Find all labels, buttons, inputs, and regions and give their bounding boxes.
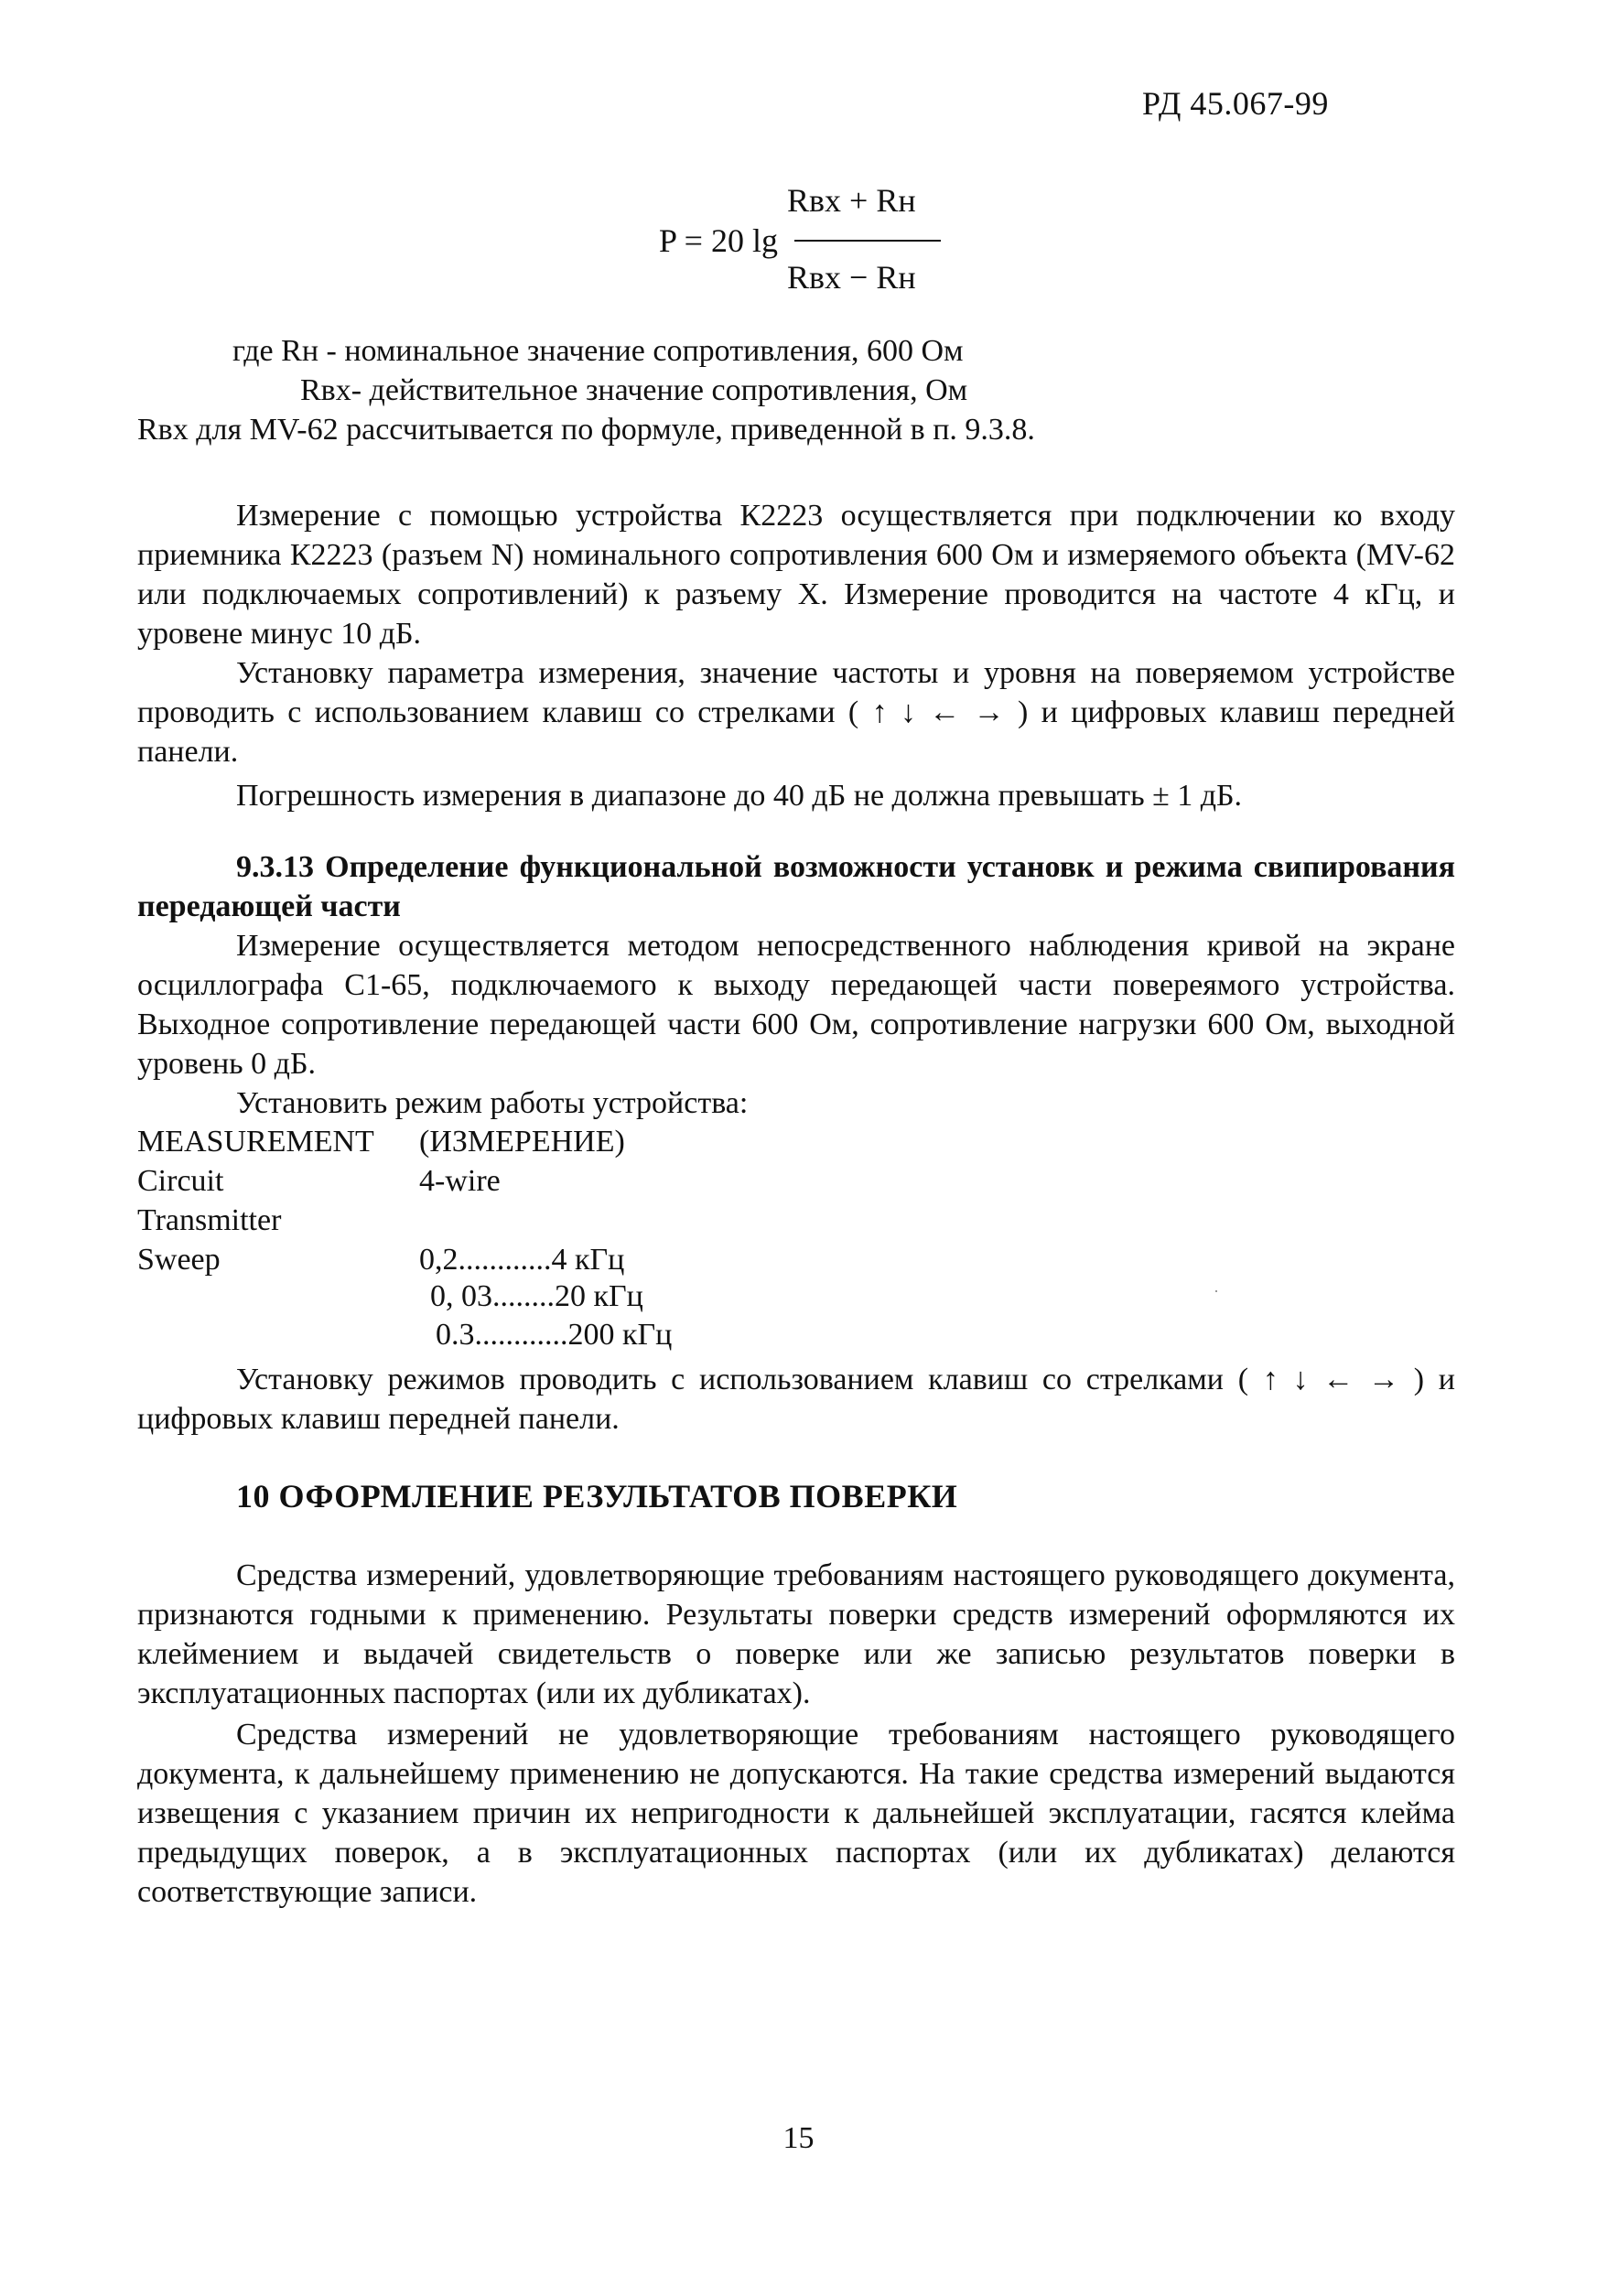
- setting-key: Sweep: [137, 1243, 221, 1277]
- modes-note: Установку режимов проводить с использованием клавиш со стрелками ( ↑ ↓ ← → ) и цифровых клавиш передней панели.: [137, 1363, 1455, 1436]
- setting-value: 4-wire: [419, 1164, 501, 1198]
- setting-key: Circuit: [137, 1164, 224, 1198]
- formula-definitions: [137, 331, 1455, 449]
- section-10-paragraph-1: Средства измерений, удовлетворяющие требованиям настоящего руководящего документа, признаются годными к применению. Результаты поверки средств измерений оформляются их клеймением и выдачей свидетельств о поверке или же записью результатов поверки в эксплуатационных паспортах (или их дубликатах).: [137, 1558, 1455, 1710]
- formula-denominator: Rвх − Rн: [787, 259, 916, 296]
- scan-speck: [1215, 1290, 1217, 1292]
- section-10-paragraph-2: Средства измерений не удовлетворяющие требованиям настоящего руководящего документа, к дальнейшему применению не допускаются. На такие средства измерений выдаются извещения с указанием причин их непригодности к дальнейшей эксплуатации, гасятся клейма предыдущих поверок, а в эксплуатационных паспортах (или их дубликатах) делаются соответствующие записи.: [137, 1718, 1455, 1909]
- paragraph-settings-param: Установку параметра измерения, значение частоты и уровня на поверяемом устройстве проводить с использованием клавиш со стрелками ( ↑ ↓ ← → ) и цифровых клавиш передней панели.: [137, 656, 1455, 769]
- formula-lhs: P = 20 lg: [659, 222, 778, 259]
- sweep-range-2: 0, 03........20 кГц: [430, 1279, 643, 1313]
- paragraph-error: Погрешность измерения в диапазоне до 40 дБ не должна превышать ± 1 дБ.: [236, 779, 1243, 813]
- definition-rvx-mv62: Rвх для MV-62 рассчитывается по формуле, приведенной в п. 9.3.8.: [137, 413, 1035, 447]
- setting-value: (ИЗМЕРЕНИЕ): [419, 1125, 625, 1159]
- sweep-range-3: 0.3............200 кГц: [436, 1318, 673, 1352]
- settings-row: [137, 1122, 778, 1161]
- section-9-3-13-heading: 9.3.13 Определение функциональной возможности установк и режима свипирования передающей части: [137, 850, 1455, 923]
- settings-row: [137, 1201, 778, 1240]
- setting-key: MEASUREMENT: [137, 1125, 374, 1159]
- settings-row: [137, 1240, 778, 1279]
- formula-numerator: Rвх + Rн: [787, 182, 916, 219]
- fraction-bar: [794, 240, 941, 242]
- settings-list: [137, 1122, 778, 1279]
- setting-value: 0,2............4 кГц: [419, 1243, 625, 1277]
- section-9-3-13-body: Измерение осуществляется методом непосредственного наблюдения кривой на экране осциллографа С1-65, подключаемого к выходу передающей части повереямого устройства. Выходное сопротивление передающей части 600 Ом, сопротивление нагрузки 600 Ом, выходной уровень 0 дБ.: [137, 929, 1455, 1081]
- paragraph-measurement: Измерение с помощью устройства К2223 осуществляется при подключении ко входу приемника К2223 (разъем N) номинального сопротивления 600 Ом и измеряемого объекта (MV-62 или подключаемых сопротивлений) к разъему X. Измерение проводится на частоте 4 кГц, и уровене минус 10 дБ.: [137, 499, 1455, 651]
- definition-rn: где Rн - номинальное значение сопротивления, 600 Ом: [232, 334, 964, 368]
- page-number: 15: [782, 2121, 815, 2155]
- document-code: РД 45.067-99: [1142, 85, 1329, 122]
- settings-row: [137, 1161, 778, 1201]
- set-mode-label: Установить режим работы устройства:: [236, 1086, 749, 1120]
- section-10-heading: 10 ОФОРМЛЕНИЕ РЕЗУЛЬТАТОВ ПОВЕРКИ: [236, 1478, 958, 1514]
- formula: [659, 179, 1025, 307]
- setting-key: Transmitter: [137, 1203, 282, 1237]
- definition-rvx: Rвх- действительное значение сопротивления, Ом: [300, 373, 968, 407]
